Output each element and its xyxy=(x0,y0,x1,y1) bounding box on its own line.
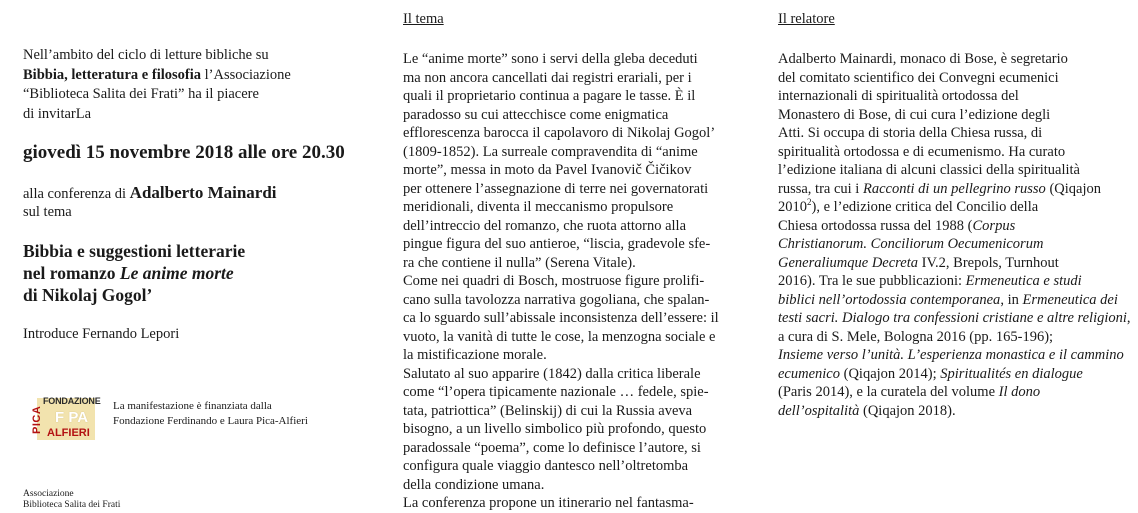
book-title: biblici nell’ortodossia contemporanea xyxy=(778,291,1001,308)
bio-line xyxy=(778,198,1131,217)
conference-prefix: alla conferenza di xyxy=(23,186,130,202)
bio-line xyxy=(778,365,1131,384)
funding-note xyxy=(113,399,308,428)
book-title: dell’ospitalità xyxy=(778,402,860,419)
logo-pica: PICA xyxy=(31,405,43,435)
bio-line: a cura di S. Mele, Bologna 2016 (pp. 165-196); xyxy=(778,328,1054,345)
theme-line: (1809-1852). La surreale compravendita di “anime xyxy=(403,143,698,160)
invite-line: di invitarLa xyxy=(23,105,92,122)
theme-line: vuoto, la vanità di tutte le cose, la menzogna sociale e xyxy=(403,328,716,345)
book-title: Racconti di un pellegrino russo xyxy=(862,180,1046,197)
invite-line xyxy=(23,66,291,86)
bio-line xyxy=(778,180,1131,199)
foundation-logo xyxy=(31,394,101,444)
book-title: Corpus xyxy=(972,217,1016,234)
theme-line: ra che contiene il nulla” (Serena Vitale). xyxy=(403,254,636,271)
bio-text: IV.2, Brepols, Turnhout xyxy=(918,254,1059,271)
logo-monogram: F PA xyxy=(55,409,89,426)
footer-line: Biblioteca Salita dei Frati xyxy=(23,500,121,510)
book-title: Il dono xyxy=(998,384,1041,400)
invite-line: “Biblioteca Salita dei Frati” ha il piacere xyxy=(23,86,259,103)
bio-text: (Qiqajon xyxy=(1045,180,1101,197)
theme-line: Le “anime morte” sono i servi della gleba deceduti xyxy=(403,51,698,67)
funding-line: La manifestazione è finanziata dalla xyxy=(113,400,272,412)
book-title: Generaliumque Decreta xyxy=(778,254,918,271)
theme-line: pingue figura del suo antieroe, “liscia, gradevole sfe- xyxy=(403,236,711,252)
bio-line: Atti. Si occupa di storia della Chiesa russa, di xyxy=(778,125,1043,141)
logo-fondazione: FONDAZIONE xyxy=(43,396,101,406)
speaker-name: Adalberto Mainardi xyxy=(129,183,277,202)
bio-line: Monastero di Bose, di cui cura l’edizione degli xyxy=(778,106,1051,123)
theme-line: paradossale “poema”, come lo definisce l’autore, si xyxy=(403,439,701,456)
bio-text: Chiesa ortodossa russa del 1988 ( xyxy=(778,217,973,234)
theme-line: morte”, messa in moto da Pavel Ivanovič Čičikov xyxy=(403,162,692,178)
theme-line: cano sulla tavolozza narrativa gogoliana, che spalan- xyxy=(403,291,710,308)
book-title: testi sacri. Dialogo tra confessioni cristiane e altre religioni xyxy=(778,310,1127,326)
bio-text: 2016). Tra le sue pubblicazioni: xyxy=(778,273,966,289)
novel-title: Le anime morte xyxy=(119,263,234,283)
theme-line: Salutato al suo apparire (1842) dalla critica liberale xyxy=(403,365,701,382)
theme-line: paradosso su cui attecchisce come enigmatica xyxy=(403,106,669,123)
bio-line xyxy=(778,272,1131,291)
theme-line: bisogno, a un livello simbolico più profondo, questo xyxy=(403,421,707,437)
edition-superscript: 2 xyxy=(807,197,812,208)
bio-text: (Qiqajon 2018). xyxy=(859,402,956,419)
talk-title-line: di Nikolaj Gogol’ xyxy=(23,285,153,305)
theme-line: La conferenza propone un itinerario nel fantasma- xyxy=(403,495,694,511)
bio-line xyxy=(778,235,1131,254)
introducer: Introduce Fernando Lepori xyxy=(23,326,180,342)
invitation-text xyxy=(23,46,291,124)
theme-line: tata, patriottica” (Belinskij) di cui la Russia aveva xyxy=(403,402,693,419)
logo-alfieri: ALFIERI xyxy=(47,427,90,439)
footer-line: Associazione xyxy=(23,489,74,499)
bio-line: spiritualità ortodossa e di ecumenismo. Ha curato xyxy=(778,143,1066,160)
bio-line xyxy=(778,383,1131,402)
bio-line: l’edizione italiana di alcuni classici della spiritualità xyxy=(778,162,1080,178)
bio-line xyxy=(778,291,1131,310)
bio-line xyxy=(778,402,1131,421)
bio-line: internazionali di spiritualità ortodossa del xyxy=(778,88,1019,104)
theme-line: ma non ancora cancellati dai registri erariali, per i xyxy=(403,69,692,86)
bio-line xyxy=(778,346,1131,365)
bio-line xyxy=(778,217,1131,236)
bio-text: , xyxy=(1126,310,1131,326)
talk-title-line xyxy=(23,262,245,284)
event-date: giovedì 15 novembre 2018 alle ore 20.30 xyxy=(23,142,345,163)
talk-title-pre: nel romanzo xyxy=(23,263,120,283)
bio-line: Adalberto Mainardi, monaco di Bose, è segretario xyxy=(778,51,1068,67)
bio-line xyxy=(778,309,1131,328)
speaker-heading: Il relatore xyxy=(778,11,835,27)
series-title: Bibbia, letteratura e filosofia xyxy=(23,66,202,83)
theme-line: configura quale viaggio dantesco nell’oltretomba xyxy=(403,458,689,474)
theme-line: dell’intreccio del romanzo, che ruota attorno alla xyxy=(403,217,687,234)
bio-text: russa, tra cui i xyxy=(778,180,863,197)
invite-line-rest: l’Associazione xyxy=(201,66,291,83)
book-title: Christianorum. Conciliorum Oecumenicorum xyxy=(778,236,1044,252)
bio-text: , in xyxy=(1000,291,1023,308)
theme-text xyxy=(403,50,719,513)
book-title: Ermeneutica dei xyxy=(1022,291,1118,308)
bio-line xyxy=(778,254,1131,273)
theme-line: ca lo sguardo sull’abissale inconsistenza dell’essere: il xyxy=(403,310,719,326)
book-title: ecumenico xyxy=(778,365,840,382)
invite-line: Nell’ambito del ciclo di letture bibliche su xyxy=(23,47,269,63)
bio-text: ), e l’edizione critica del Concilio della xyxy=(811,199,1039,215)
bio-text: (Paris 2014), e la curatela del volume xyxy=(778,384,999,400)
book-title: Spiritualités en dialogue xyxy=(940,365,1083,382)
theme-line: quali il proprietario continua a pagare le tasse. È il xyxy=(403,88,696,104)
theme-line: meridionali, diventa il meccanismo propulsore xyxy=(403,199,674,215)
bio-text: 2010 xyxy=(778,199,807,215)
talk-title-line: Bibbia e suggestioni letterarie xyxy=(23,241,246,261)
theme-line: della condizione umana. xyxy=(403,476,545,493)
bio-line: del comitato scientifico dei Convegni ecumenici xyxy=(778,69,1059,86)
conference-line xyxy=(23,183,277,203)
theme-line: per ottenere l’assegnazione di terre nei governatorati xyxy=(403,180,709,197)
speaker-bio xyxy=(778,50,1131,420)
theme-line: la mistificazione morale. xyxy=(403,347,547,363)
funding-line: Fondazione Ferdinando e Laura Pica-Alfieri xyxy=(113,414,308,427)
theme-heading: Il tema xyxy=(403,11,444,27)
book-title: Insieme verso l’unità. L’esperienza monastica e il cammino xyxy=(778,347,1124,363)
on-topic-label: sul tema xyxy=(23,204,72,220)
bio-text: (Qiqajon 2014); xyxy=(840,365,941,382)
theme-line: efflorescenza barocca il capolavoro di Nikolaj Gogol’ xyxy=(403,125,716,141)
theme-line: Come nei quadri di Bosch, mostruose figure prolifi- xyxy=(403,273,705,289)
book-title: Ermeneutica e studi xyxy=(965,273,1082,289)
theme-line: come “l’opera tipicamente nazionale … fedele, spie- xyxy=(403,384,709,400)
talk-title xyxy=(23,240,245,306)
